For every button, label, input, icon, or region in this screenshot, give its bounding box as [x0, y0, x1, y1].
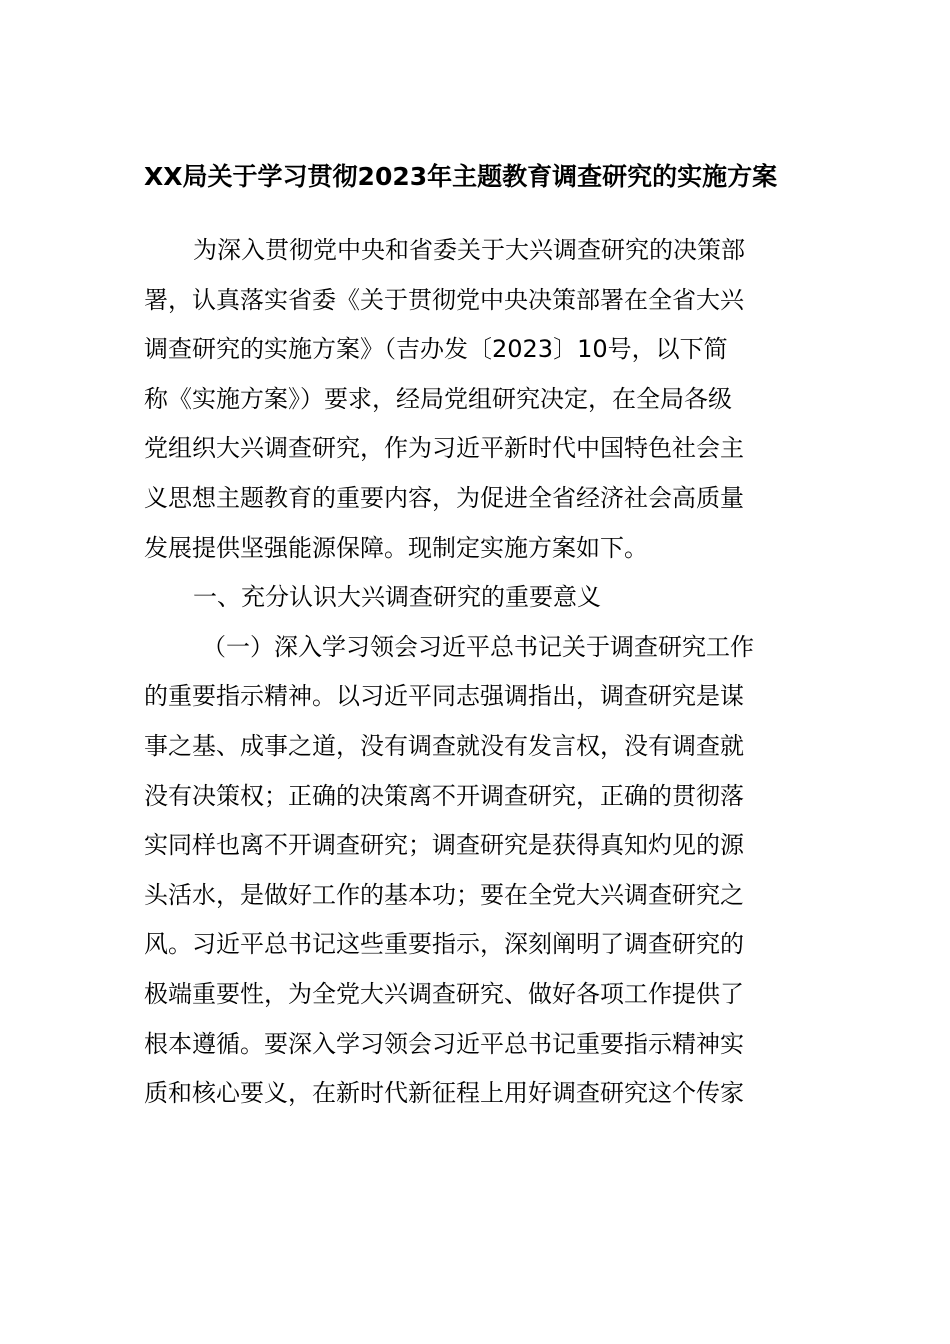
subsection-line: 极端重要性，为全党大兴调查研究、做好各项工作提供了	[144, 979, 744, 1008]
subsection-line: 的重要指示精神。以习近平同志强调指出，调查研究是谋	[144, 682, 744, 711]
paragraph-intro-line: 党组织大兴调查研究，作为习近平新时代中国特色社会主	[144, 434, 744, 463]
document-body	[144, 226, 784, 1119]
paragraph-intro-line: 义思想主题教育的重要内容，为促进全省经济社会高质量	[144, 483, 744, 512]
subsection-line: 事之基、成事之道，没有调查就没有发言权，没有调查就	[144, 731, 744, 760]
document-title: XX局关于学习贯彻2023年主题教育调查研究的实施方案	[144, 162, 778, 191]
subsection-line: 没有决策权；正确的决策离不开调查研究，正确的贯彻落	[144, 781, 744, 810]
subsection-line: 头活水，是做好工作的基本功；要在全党大兴调查研究之	[144, 880, 744, 909]
paragraph-intro-line: 为深入贯彻党中央和省委关于大兴调查研究的决策部	[193, 236, 745, 264]
paragraph-intro-line: 发展提供坚强能源保障。现制定实施方案如下。	[144, 533, 648, 562]
section-heading: 一、充分认识大兴调查研究的重要意义	[193, 583, 601, 612]
paragraph-intro-line: 调查研究的实施方案》（吉办发〔2023〕10号，以下简	[144, 335, 728, 364]
subsection-line: 实同样也离不开调查研究；调查研究是获得真知灼见的源	[144, 831, 744, 860]
subsection-line: （一）深入学习领会习近平总书记关于调查研究工作	[202, 632, 754, 661]
subsection-line: 质和核心要义，在新时代新征程上用好调查研究这个传家	[144, 1079, 744, 1108]
subsection-line: 根本遵循。要深入学习领会习近平总书记重要指示精神实	[144, 1029, 744, 1058]
paragraph-intro-line: 称《实施方案》）要求，经局党组研究决定，在全局各级	[144, 384, 732, 413]
paragraph-intro-line: 署，认真落实省委《关于贯彻党中央决策部署在全省大兴	[144, 285, 744, 314]
subsection-line: 风。习近平总书记这些重要指示，深刻阐明了调查研究的	[144, 930, 744, 959]
